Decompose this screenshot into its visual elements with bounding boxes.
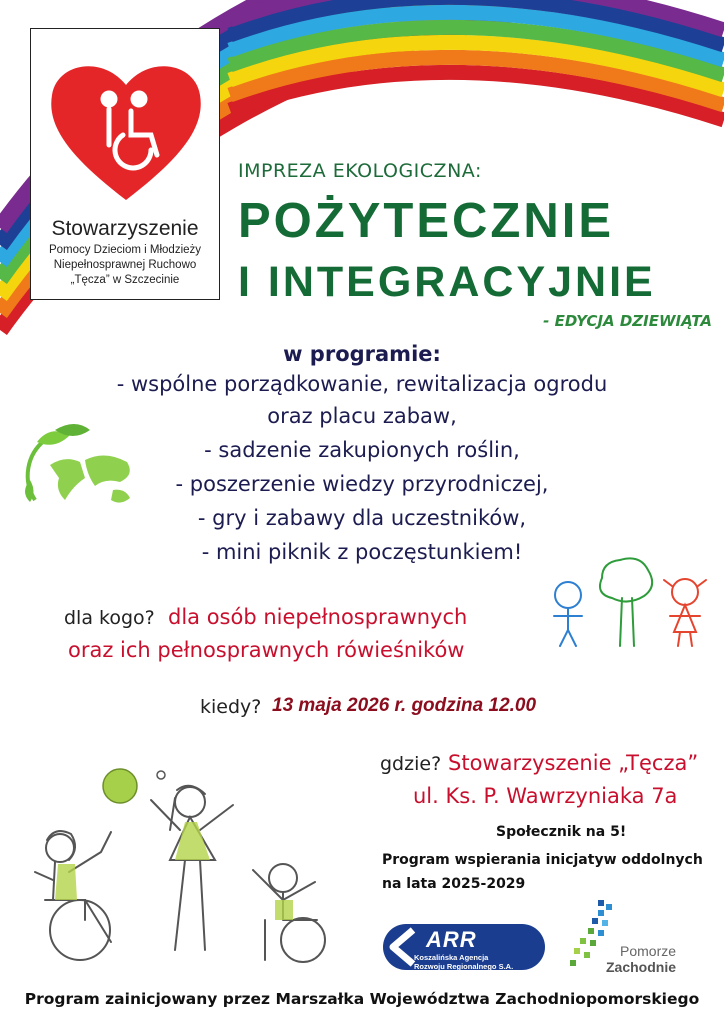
arr-logo-name: Koszalińska Agencja [414,953,489,962]
pomorze-logo-text: Zachodnie [606,959,677,975]
event-type: IMPREZA EKOLOGICZNA: [238,160,482,182]
pomorze-logo-text: Pomorze [620,943,677,959]
program-item: - wspólne porządkowanie, rewitalizacja ogrodu [116,372,608,396]
children-wheelchair-illustration [25,760,355,965]
funding-program-line: Program wspierania inicjatyw oddolnych [382,852,703,868]
program-item: oraz placu zabaw, [267,404,457,428]
earth-leaves-icon [15,420,145,520]
arr-logo-name: Rozwoju Regionalnego S.A. [414,962,514,971]
kids-tree-drawing [540,550,715,650]
program-item: - sadzenie zakupionych roślin, [204,438,520,462]
logo-subtitle-line: Niepełnosprawnej Ruchowo [53,259,197,271]
where-answer-line2: ul. Ks. P. Wawrzyniaka 7a [413,784,678,808]
when-question: kiedy? [200,696,262,718]
footer-text: Program zainicjowany przez Marszałka Województwa Zachodniopomorskiego [24,990,700,1008]
page-title-line1: POŻYTECZNIE [238,194,615,248]
where-question: gdzie? [380,753,442,775]
when-answer: 13 maja 2026 r. godzina 12.00 [272,695,537,716]
funding-program-name: Społecznik na 5! [496,824,627,840]
arr-logo-word: ARR [426,927,477,952]
association-logo [30,28,220,300]
program-item: - poszerzenie wiedzy przyrodniczej, [175,472,549,496]
where-answer-line1: Stowarzyszenie „Tęcza” [448,751,699,775]
who-question: dla kogo? [64,607,155,629]
logo-subtitle-line: „Tęcza” w Szczecinie [70,274,180,286]
who-answer-line1: dla osób niepełnosprawnych [168,605,468,629]
program-item: - gry i zabawy dla uczestników, [197,506,527,530]
logo-title: Stowarzyszenie [51,217,199,240]
program-title: w programie: [283,342,441,366]
who-answer-line2: oraz ich pełnosprawnych rówieśników [68,638,465,662]
funding-program-line: na lata 2025-2029 [382,876,526,892]
heart-wheelchair-icon [47,55,205,205]
logo-subtitle-line: Pomocy Dzieciom i Młodzieży [48,244,202,256]
page-title-line2: I INTEGRACYJNIE [238,258,656,306]
program-item: - mini piknik z poczęstunkiem! [201,540,523,564]
edition-label: - EDYCJA DZIEWIĄTA [543,312,712,330]
